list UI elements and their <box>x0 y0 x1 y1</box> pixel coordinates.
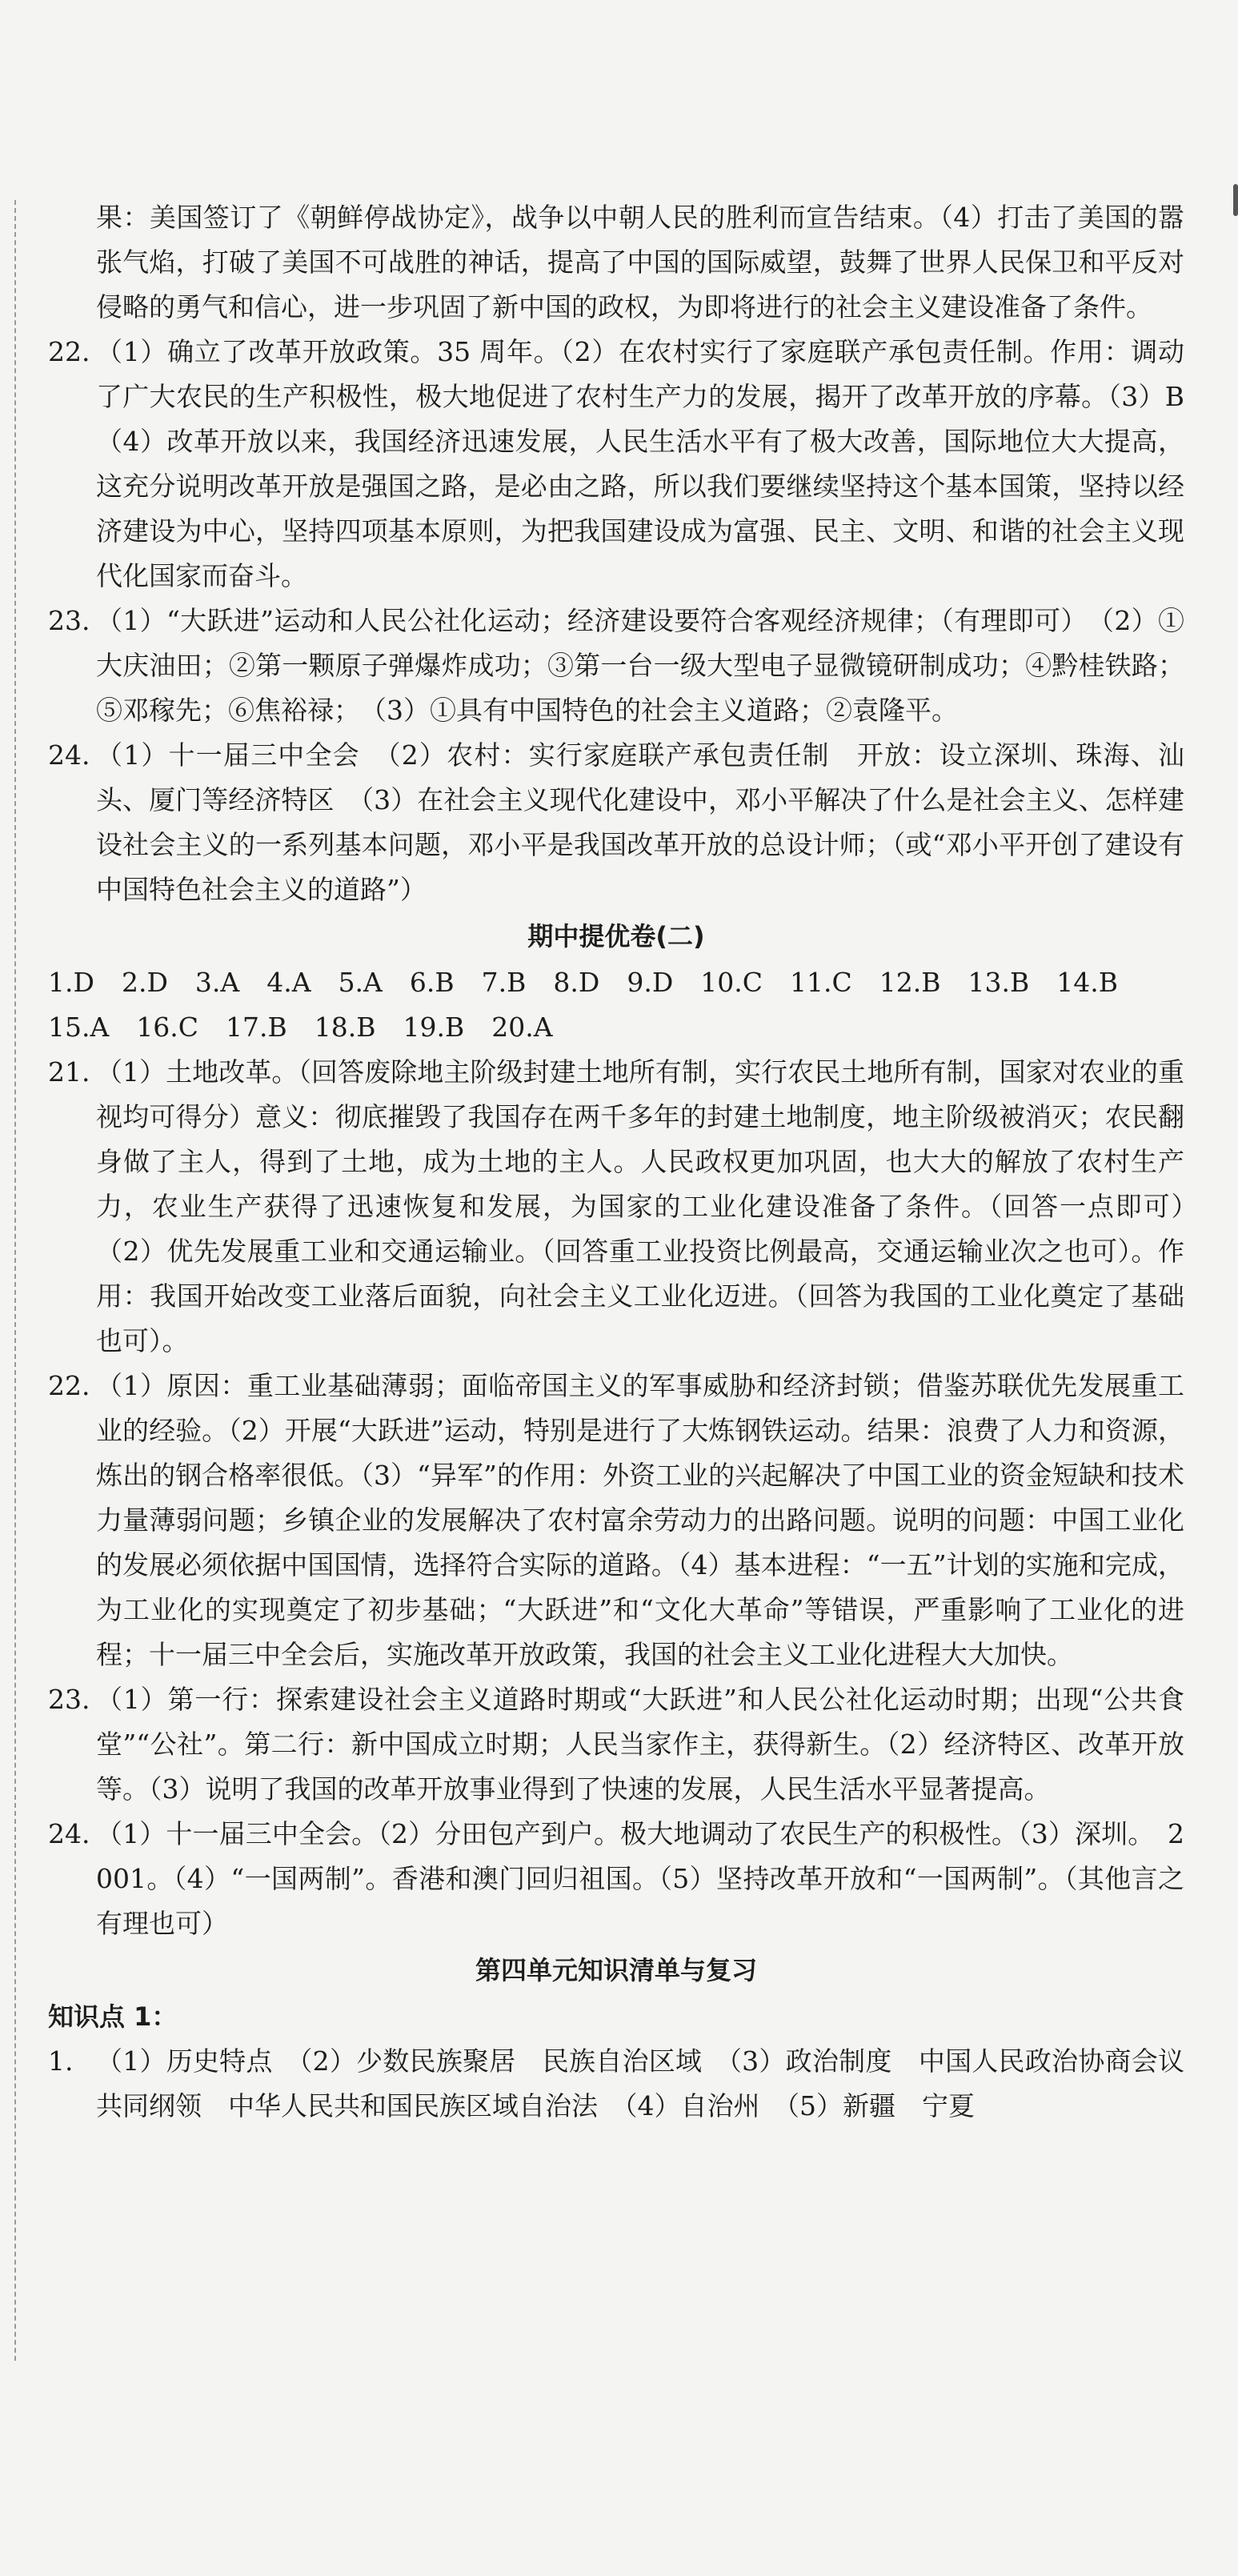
choice-answer-list <box>48 960 1184 1050</box>
answer-text: （1）十一届三中全会。（2）分田包产到户。极大地调动了农民生产的积极性。（3）深圳。 2001。（4）“一国两制”。香港和澳门回归祖国。（5）坚持改革开放和“一国两制”。（其他言之有理也可） <box>96 1818 1184 1939</box>
section-2-answers <box>48 1050 1211 1946</box>
choice-answer: 13.B <box>968 967 1030 998</box>
question-number: 24. <box>48 1818 90 1849</box>
answer-text: （1）确立了改革开放政策。35 周年。（2）在农村实行了家庭联产承包责任制。作用：调动了广大农民的生产积极性，极大地促进了农村生产力的发展，揭开了改革开放的序幕。（3）B （4）改革开放以来，我国经济迅速发展，人民生活水平有了极大改善，国际地位大大提高，这充分说明改革开放是强国之路，是必由之路，所以我们要继续坚持这个基本国策，坚持以经济建设为中心，坚持四项基本原则，为把我国建设成为富强、民主、文明、和谐的社会主义现代化国家而奋斗。 <box>96 336 1211 591</box>
question-number: 22. <box>48 1370 90 1401</box>
choice-answer: 7.B <box>481 967 527 998</box>
choice-answer: 15.A <box>48 1012 110 1043</box>
choice-answer: 2.D <box>121 967 168 998</box>
answer-item-22a <box>48 330 1211 599</box>
answer-item-22b <box>48 1364 1184 1677</box>
choice-answer: 8.D <box>553 967 600 998</box>
choice-answer: 1.D <box>48 967 94 998</box>
choice-answer: 20.A <box>491 1012 553 1043</box>
choice-answer: 18.B <box>314 1012 376 1043</box>
choice-answer: 19.B <box>403 1012 465 1043</box>
choice-answer: 11.C <box>790 967 852 998</box>
binding-fold-line <box>14 200 16 2361</box>
section-3-answers <box>48 2039 1184 2129</box>
choice-answer: 4.A <box>266 967 311 998</box>
answer-item-21 <box>48 1050 1211 1364</box>
answer-text: （1）土地改革。（回答废除地主阶级封建土地所有制，实行农民土地所有制，国家对农业的重视均可得分）意义：彻底摧毁了我国存在两千多年的封建土地制度，地主阶级被消灭；农民翻身做了主人，得到了土地，成为土地的主人。人民政权更加巩固，也大大的解放了农村生产力，农业生产获得了迅速恢复和发展，为国家的工业化建设准备了条件。（回答一点即可） （2）优先发展重工业和交通运输业。（回答重工业投资比例最高，交通运输业次之也可）。作用：我国开始改变工业落后面貌，向社会主义工业化迈进。（回答为我国的工业化奠定了基础也可）。 <box>96 1056 1211 1356</box>
answer-text: （1）十一届三中全会 （2）农村：实行家庭联产承包责任制 开放：设立深圳、珠海、汕头、厦门等经济特区 （3）在社会主义现代化建设中，邓小平解决了什么是社会主义、怎样建设社会主义的一系列基本问题，邓小平是我国改革开放的总设计师；（或“邓小平开创了建设有中国特色社会主义的道路”） <box>96 739 1184 905</box>
choice-answer: 17.B <box>226 1012 287 1043</box>
question-number: 23. <box>48 1684 90 1715</box>
answer-text: （1）第一行：探索建设社会主义道路时期或“大跃进”和人民公社化运动时期；出现“公共食堂”“公社”。第二行：新中国成立时期；人民当家作主，获得新生。（2）经济特区、改革开放等。（3）说明了我国的改革开放事业得到了快速的发展，人民生活水平显著提高。 <box>96 1684 1184 1805</box>
answer-item-24b <box>48 1812 1184 1946</box>
section-1-answers <box>48 330 1211 912</box>
continued-answer-text: 果：美国签订了《朝鲜停战协定》，战争以中朝人民的胜利而宣告结束。（4）打击了美国的嚣张气焰，打破了美国不可战胜的神话，提高了中国的国际威望，鼓舞了世界人民保卫和平反对侵略的勇气和信心，进一步巩固了新中国的政权，为即将进行的社会主义建设准备了条件。 <box>96 202 1184 323</box>
question-number: 21. <box>48 1056 90 1088</box>
question-number: 24. <box>48 739 90 771</box>
answer-item-23a <box>48 599 1184 733</box>
answer-item-kp1-1 <box>48 2039 1184 2129</box>
knowledge-point-label: 知识点 1： <box>48 2001 178 2032</box>
choice-answer: 14.B <box>1056 967 1118 998</box>
page-edge-mark <box>1233 184 1238 216</box>
choice-answer: 16.C <box>136 1012 199 1043</box>
question-number: 1. <box>48 2045 74 2077</box>
answer-text: （1）历史特点 （2）少数民族聚居 民族自治区域 （3）政治制度 中国人民政治协商会议共同纲领 中华人民共和国民族区域自治法 （4）自治州 （5）新疆 宁夏 <box>96 2045 1184 2121</box>
choice-answer: 5.A <box>338 967 383 998</box>
choice-answer: 3.A <box>194 967 240 998</box>
answer-content <box>48 195 1211 2129</box>
choice-answer: 12.B <box>879 967 941 998</box>
answer-item-24a <box>48 733 1184 912</box>
answer-text: （1）原因：重工业基础薄弱；面临帝国主义的军事威胁和经济封锁；借鉴苏联优先发展重工业的经验。（2）开展“大跃进”运动，特别是进行了大炼钢铁运动。结果：浪费了人力和资源，炼出的钢合格率很低。（3）“异军”的作用：外资工业的兴起解决了中国工业的资金短缺和技术力量薄弱问题；乡镇企业的发展解决了农村富余劳动力的出路问题。说明的问题：中国工业化的发展必须依据中国国情，选择符合实际的道路。（4）基本进程：“一五”计划的实施和完成，为工业化的实现奠定了初步基础；“大跃进”和“文化大革命”等错误，严重影响了工业化的进程；十一届三中全会后，实施改革开放政策，我国的社会主义工业化进程大大加快。 <box>96 1370 1184 1670</box>
section-title-midterm-2: 期中提优卷(二) <box>527 921 705 951</box>
choice-answer: 10.C <box>700 967 763 998</box>
answer-item-23b <box>48 1677 1184 1812</box>
answer-text: （1）“大跃进”运动和人民公社化运动；经济建设要符合客观经济规律；（有理即可） （2）①大庆油田；②第一颗原子弹爆炸成功；③第一台一级大型电子显微镜研制成功；④黔桂铁路；⑤邓稼先；⑥焦裕禄； （3）①具有中国特色的社会主义道路；②袁隆平。 <box>96 605 1184 726</box>
question-number: 22. <box>48 336 90 367</box>
choice-answer: 9.D <box>627 967 674 998</box>
question-number: 23. <box>48 605 90 636</box>
section-title-unit-4-review: 第四单元知识清单与复习 <box>475 1955 757 1985</box>
choice-answer: 6.B <box>409 967 455 998</box>
